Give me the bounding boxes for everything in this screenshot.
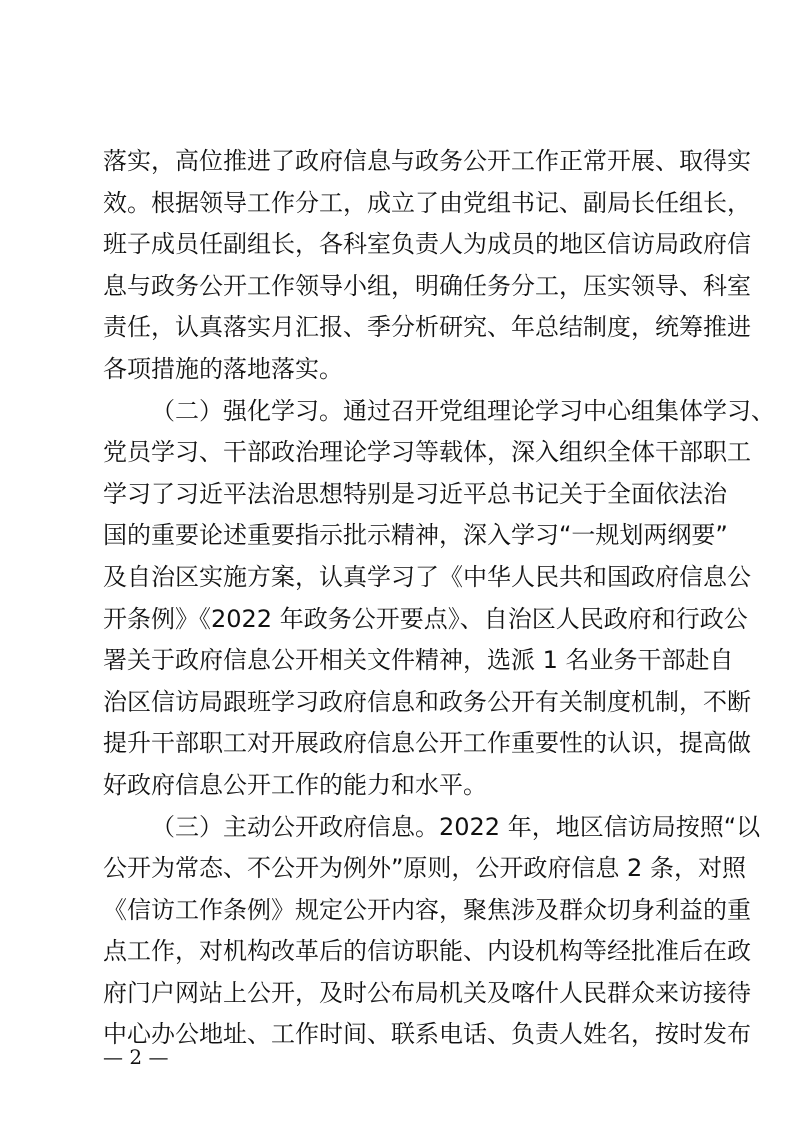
paragraph-2-strengthen-study	[103, 391, 775, 807]
page-number: — 2 —	[103, 1045, 169, 1069]
text-line: （二）强化学习。通过召开党组理论学习中心组集体学习、	[151, 396, 775, 425]
text-line: 班子成员任副组长，各科室负责人为成员的地区信访局政府信	[103, 230, 751, 259]
text-line: 学习了习近平法治思想特别是习近平总书记关于全面依法治	[103, 479, 727, 508]
text-line: 《信访工作条例》规定公开内容，聚焦涉及群众切身利益的重	[103, 895, 751, 924]
document-body	[103, 141, 775, 1056]
text-line: 效。根据领导工作分工，成立了由党组书记、副局长任组长，	[103, 188, 751, 217]
text-line: （三）主动公开政府信息。2022 年，地区信访局按照“以	[151, 812, 761, 841]
text-line: 治区信访局跟班学习政府信息和政务公开有关制度机制，不断	[103, 687, 751, 716]
text-line: 党员学习、干部政治理论学习等载体，深入组织全体干部职工	[103, 438, 751, 467]
text-line: 息与政务公开工作领导小组，明确任务分工，压实领导、科室	[103, 271, 751, 300]
text-line: 署关于政府信息公开相关文件精神，选派 1 名业务干部赴自	[103, 646, 734, 675]
paragraph-1	[103, 141, 751, 391]
text-line: 中心办公地址、工作时间、联系电话、负责人姓名，按时发布	[103, 1020, 751, 1049]
text-line: 公开为常态、不公开为例外”原则，公开政府信息 2 条，对照	[103, 854, 746, 883]
text-line: 点工作，对机构改革后的信访职能、内设机构等经批准后在政	[103, 937, 751, 966]
paragraph-3-proactive-disclosure	[103, 807, 761, 1057]
text-line: 落实，高位推进了政府信息与政务公开工作正常开展、取得实	[103, 147, 751, 175]
text-line: 责任，认真落实月汇报、季分析研究、年总结制度，统筹推进	[103, 313, 751, 342]
text-line: 府门户网站上公开，及时公布局机关及喀什人民群众来访接待	[103, 978, 751, 1007]
text-line: 好政府信息公开工作的能力和水平。	[103, 770, 487, 799]
text-line: 开条例》《2022 年政务公开要点》、自治区人民政府和行政公	[103, 604, 748, 633]
text-line: 及自治区实施方案，认真学习了《中华人民共和国政府信息公	[103, 562, 751, 591]
text-line: 各项措施的落地落实。	[103, 354, 343, 383]
text-line: 国的重要论述重要指示批示精神，深入学习“一规划两纲要”	[103, 521, 728, 550]
text-line: 提升干部职工对开展政府信息公开工作重要性的认识，提高做	[103, 729, 751, 758]
